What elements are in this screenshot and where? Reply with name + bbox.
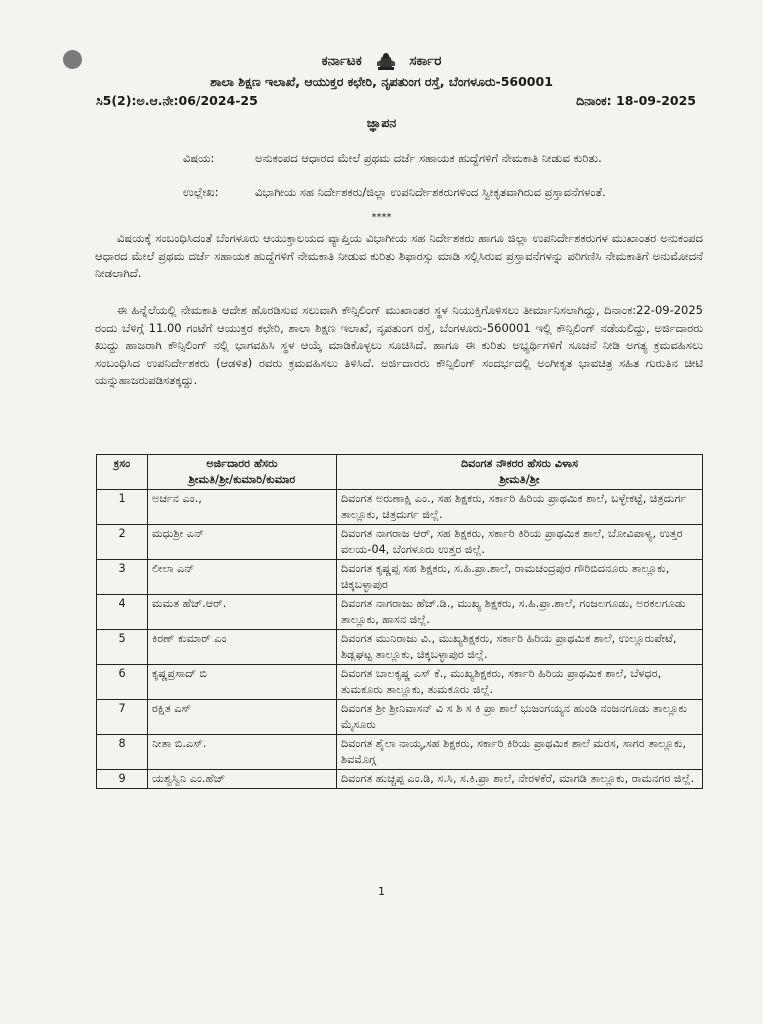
- deceased-cell: ದಿವಂಗತ ಮುನಿರಾಜು ವಿ., ಮುಖ್ಯಶಿಕ್ಷಕರು, ಸರ್ಕಾರಿ ಹಿರಿಯ ಪ್ರಾಥಮಿಕ ಶಾಲೆ, ಉಲ್ಲೂರುಪೇಟೆ, ಶಿಡ್ಲಘಟ್ಟ ತಾಲ್ಲೂಕು, ಚಿಕ್ಕಬಳ್ಳಾಪುರ ಜಿಲ್ಲೆ.: [337, 630, 703, 665]
- applicant-cell: ರಕ್ಷಿತ ಎಸ್: [148, 700, 337, 735]
- header-line: [0, 50, 763, 72]
- serial-cell: 2: [97, 525, 148, 560]
- table-row: [97, 735, 703, 770]
- deceased-header: [337, 455, 703, 490]
- applicant-cell: ಮಮತ ಹೆಚ್.ಆರ್.: [148, 595, 337, 630]
- deceased-header-line1: ದಿವಂಗತ ನೌಕರರ ಹೆಸರು ವಿಳಾಸ: [460, 457, 579, 470]
- deceased-cell: ದಿವಂಗತ ಕೃಷ್ಣಪ್ಪ ಸಹ ಶಿಕ್ಷಕರು, ಸ.ಹಿ.ಪ್ರಾ.ಶಾಲೆ, ರಾಮಚಂದ್ರಪುರ ಗೌರಿಬಿದನೂರು ತಾಲ್ಲೂಕು, ಚಿಕ್ಕಬಳ್ಳಾಪುರ: [337, 560, 703, 595]
- applicant-header-line2: ಶ್ರೀಮತಿ/ಶ್ರೀ/ಕುಮಾರಿ/ಕುಮಾರ: [188, 473, 296, 486]
- reference-text: ವಿಭಾಗೀಯ ಸಹ ನಿರ್ದೇಶಕರು/ಜಿಲ್ಲಾ ಉಪನಿರ್ದೇಶಕರುಗಳಿಂದ ಸ್ವೀಕೃತವಾಗಿರುವ ಪ್ರಸ್ತಾವನೆಗಳಂತೆ.: [255, 185, 606, 199]
- applicant-header-line1: ಅರ್ಜಿದಾರರ ಹೆಸರು: [206, 457, 278, 470]
- deceased-header-line2: ಶ್ರೀಮತಿ/ಶ್ರೀ: [499, 473, 540, 486]
- table-row: [97, 560, 703, 595]
- serial-cell: 6: [97, 665, 148, 700]
- reference-number: ಸಿ5(2):ಅ.ಆ.ನೇ:06/2024-25: [96, 93, 258, 108]
- deceased-cell: ದಿವಂಗತ ಶ್ರೀ ಶ್ರೀನಿವಾಸನ್ ವಿ ಸ ಶಿ ಸ ಕಿ ಪ್ರಾ ಶಾಲೆ ಭುಜಂಗಯ್ಯನ ಹುಂಡಿ ನಂಜನಗೂಡು ತಾಲ್ಲೂಕು ಮೈಸೂರು: [337, 700, 703, 735]
- table-row: [97, 700, 703, 735]
- serial-cell: 4: [97, 595, 148, 630]
- applicant-cell: ಮಧುಶ್ರೀ ಎನ್: [148, 525, 337, 560]
- serial-cell: 8: [97, 735, 148, 770]
- applicant-cell: ಕೃಷ್ಣಪ್ರಸಾದ್ ಬಿ: [148, 665, 337, 700]
- serial-cell: 1: [97, 490, 148, 525]
- office-address: ಶಾಲಾ ಶಿಕ್ಷಣ ಇಲಾಖೆ, ಆಯುಕ್ತರ ಕಛೇರಿ, ನೃಪತುಂಗ ರಸ್ತೆ, ಬೆಂಗಳೂರು-560001: [210, 74, 553, 89]
- serial-cell: 7: [97, 700, 148, 735]
- applicant-cell: ಅರ್ಚನ ಎಂ.,: [148, 490, 337, 525]
- state-emblem-icon: [375, 50, 397, 72]
- candidates-table: [96, 454, 703, 789]
- government-label: ಸರ್ಕಾರ: [409, 53, 442, 69]
- deceased-cell: ದಿವಂಗತ ಬಾಲಕೃಷ್ಣ ಎಸ್ ಕೆ., ಮುಖ್ಯಶಿಕ್ಷಕರು, ಸರ್ಕಾರಿ ಹಿರಿಯ ಪ್ರಾಥಮಿಕ ಶಾಲೆ, ಬೆಳಧರ, ತುಮಕೂರು ತಾಲ್ಲೂಕು, ತುಮಕೂರು ಜಿಲ್ಲೆ.: [337, 665, 703, 700]
- applicant-header: [148, 455, 337, 490]
- table-row: [97, 525, 703, 560]
- applicant-cell: ಲೀಲಾ ಎನ್: [148, 560, 337, 595]
- table-row: [97, 595, 703, 630]
- subject-label: ವಿಷಯ:: [183, 151, 215, 165]
- table-row: [97, 630, 703, 665]
- serial-cell: 9: [97, 770, 148, 789]
- deceased-cell: ದಿವಂಗತ ನಾಗರಾಜ ಆರ್, ಸಹ ಶಿಕ್ಷಕರು, ಸರ್ಕಾರಿ ಕಿರಿಯ ಪ್ರಾಥಮಿಕ ಶಾಲೆ, ಬೋವಿಪಾಳ್ಯ, ಉತ್ತರ ವಲಯ-04, ಬೆಂಗಳೂರು ಉತ್ತರ ಜಿಲ್ಲೆ.: [337, 525, 703, 560]
- applicant-cell: ಯಶ್ವಸ್ವಿನಿ ಎಂ.ಹೆಚ್: [148, 770, 337, 789]
- state-name: ಕರ್ನಾಟಕ: [321, 53, 362, 69]
- subject-text: ಅನುಕಂಪದ ಆಧಾರದ ಮೇಲೆ ಪ್ರಥಮ ದರ್ಜೆ ಸಹಾಯಕ ಹುದ್ದೆಗಳಿಗೆ ನೇಮಕಾತಿ ನೀಡುವ ಕುರಿತು.: [255, 151, 602, 165]
- applicant-cell: ನೀತಾ ಬಿ.ಎಸ್.: [148, 735, 337, 770]
- document-title: ಜ್ಞಾಪನ: [366, 115, 397, 130]
- serial-cell: 3: [97, 560, 148, 595]
- page-number: 1: [378, 885, 385, 898]
- paragraph-1: ವಿಷಯಕ್ಕೆ ಸಂಬಂಧಿಸಿದಂತೆ ಬೆಂಗಳೂರು ಆಯುಕ್ತಾಲಯದ ವ್ಯಾಪ್ತಿಯ ವಿಭಾಗೀಯ ಸಹ ನಿರ್ದೇಶಕರು ಹಾಗೂ ಜಿಲ್ಲಾ ಉಪನಿರ್ದೇಶಕರುಗಳ ಮುಖಾಂತರ ಅನುಕಂಪದ ಆಧಾರದ ಮೇಲೆ ಪ್ರಥಮ ದರ್ಜೆ ಸಹಾಯಕ ಹುದ್ದೆಗಳಿಗೆ ನೇಮಕಾತಿ ನೀಡುವ ಕುರಿತು ಶಿಫಾರಸ್ಸು ಮಾಡಿ ಸಲ್ಲಿಸಿರುವ ಪ್ರಸ್ತಾವನೆಗಳನ್ನು ಪರಿಗಣಿಸಿ ನೇಮಕಾತಿಗೆ ಅನುಮೋದನೆ ನೀಡಲಾಗಿದೆ.: [95, 231, 703, 281]
- document-date: ದಿನಾಂಕ: 18-09-2025: [576, 93, 696, 108]
- applicant-cell: ಕಿರಣ್ ಕುಮಾರ್ ಎಂ: [148, 630, 337, 665]
- table-row: [97, 665, 703, 700]
- deceased-cell: ದಿವಂಗತ ಹುಚ್ಚಪ್ಪ ಎಂ.ಡಿ, ಸ.ಸಿ, ಸ.ಕಿ.ಪ್ರಾ ಶಾಲೆ, ನೇರಳಕೆರೆ, ಮಾಗಡಿ ತಾಲ್ಲೂಕು, ರಾಮನಗರ ಜಿಲ್ಲೆ.: [337, 770, 703, 789]
- table-header-row: [97, 455, 703, 490]
- deceased-cell: ದಿವಂಗತ ಶೈಲಾ ನಾಯ್ಕ,ಸಹ ಶಿಕ್ಷಕರು, ಸರ್ಕಾರಿ ಕಿರಿಯ ಪ್ರಾಥಮಿಕ ಶಾಲೆ ಮರಸ, ಸಾಗರ ತಾಲ್ಲೂಕು, ಶಿವಮೊಗ್ಗ: [337, 735, 703, 770]
- serial-header: ಕ್ರಸಂ: [97, 455, 148, 490]
- table-row: [97, 770, 703, 789]
- separator-stars: ****: [371, 212, 392, 223]
- paragraph-2: ಈ ಹಿನ್ನೆಲೆಯಲ್ಲಿ ನೇಮಕಾತಿ ಆದೇಶ ಹೊರಡಿಸುವ ಸಲುವಾಗಿ ಕೌನ್ಸಿಲಿಂಗ್ ಮುಖಾಂತರ ಸ್ಥಳ ನಿಯುಕ್ತಿಗೊಳಿಸಲು ತೀರ್ಮಾನಿಸಲಾಗಿದ್ದು, ದಿನಾಂಕ:22-09-2025 ರಂದು ಬೆಳಿಗ್ಗೆ 11.00 ಗಂಟೆಗೆ ಆಯುಕ್ತರ ಕಛೇರಿ, ಶಾಲಾ ಶಿಕ್ಷಣ ಇಲಾಖೆ, ನೃಪತುಂಗ ರಸ್ತೆ, ಬೆಂಗಳೂರು-560001 ಇಲ್ಲಿ ಕೌನ್ಸಿಲಿಂಗ್ ನಡೆಯಲಿದ್ದು, ಅರ್ಜಿದಾರರು ಖುದ್ದು ಹಾಜರಾಗಿ ಕೌನ್ಸಿಲಿಂಗ್ ನಲ್ಲಿ ಭಾಗವಹಿಸಿ ಸ್ಥಳ ಆಯ್ಕೆ ಮಾಡಿಕೊಳ್ಳಲು ಸೂಚಿಸಿದೆ. ಹಾಗೂ ಈ ಕುರಿತು ಅಭ್ಯರ್ಥಿಗಳಿಗೆ ಸೂಚನೆ ನೀಡಿ ಅಗತ್ಯ ಕ್ರಮವಹಿಸಲು ಸಂಬಂಧಿಸಿದ ಉಪನಿರ್ದೇಶಕರು (ಆಡಳಿತ) ರವರು ಕ್ರಮವಹಿಸಲು ತಿಳಿಸಿದೆ. ಅರ್ಜಿದಾರರು ಕೌನ್ಸಿಲಿಂಗ್ ಸಂದರ್ಭದಲ್ಲಿ ಅಂಗೀಕೃತ ಭಾವಚಿತ್ರ ಸಹಿತ ಗುರುತಿನ ಚೀಟಿ ಯನ್ನುಹಾಜರುಪಡಿಸತಕ್ಕದ್ದು.: [95, 303, 703, 388]
- deceased-cell: ದಿವಂಗತ ನಾಗರಾಜು ಹೆಚ್.ಡಿ., ಮುಖ್ಯ ಶಿಕ್ಷಕರು, ಸ.ಹಿ.ಪ್ರಾ.ಶಾಲೆ, ಗಂಜಲಗೂಡು, ಅರಕಲಗೂಡು ತಾಲ್ಲೂಕು, ಹಾಸನ ಜಿಲ್ಲೆ.: [337, 595, 703, 630]
- table-row: [97, 490, 703, 525]
- reference-label: ಉಲ್ಲೇಖ:: [183, 185, 219, 199]
- serial-cell: 5: [97, 630, 148, 665]
- deceased-cell: ದಿವಂಗತ ಅರುಣಾಕ್ಷಿ ಎಂ., ಸಹ ಶಿಕ್ಷಕರು, ಸರ್ಕಾರಿ ಹಿರಿಯ ಪ್ರಾಥಮಿಕ ಶಾಲೆ, ಬಳ್ಳೇಕಟ್ಟೆ, ಚಿತ್ರದುರ್ಗ ತಾಲ್ಲೂಕು, ಚಿತ್ರದುರ್ಗ ಜಿಲ್ಲೆ.: [337, 490, 703, 525]
